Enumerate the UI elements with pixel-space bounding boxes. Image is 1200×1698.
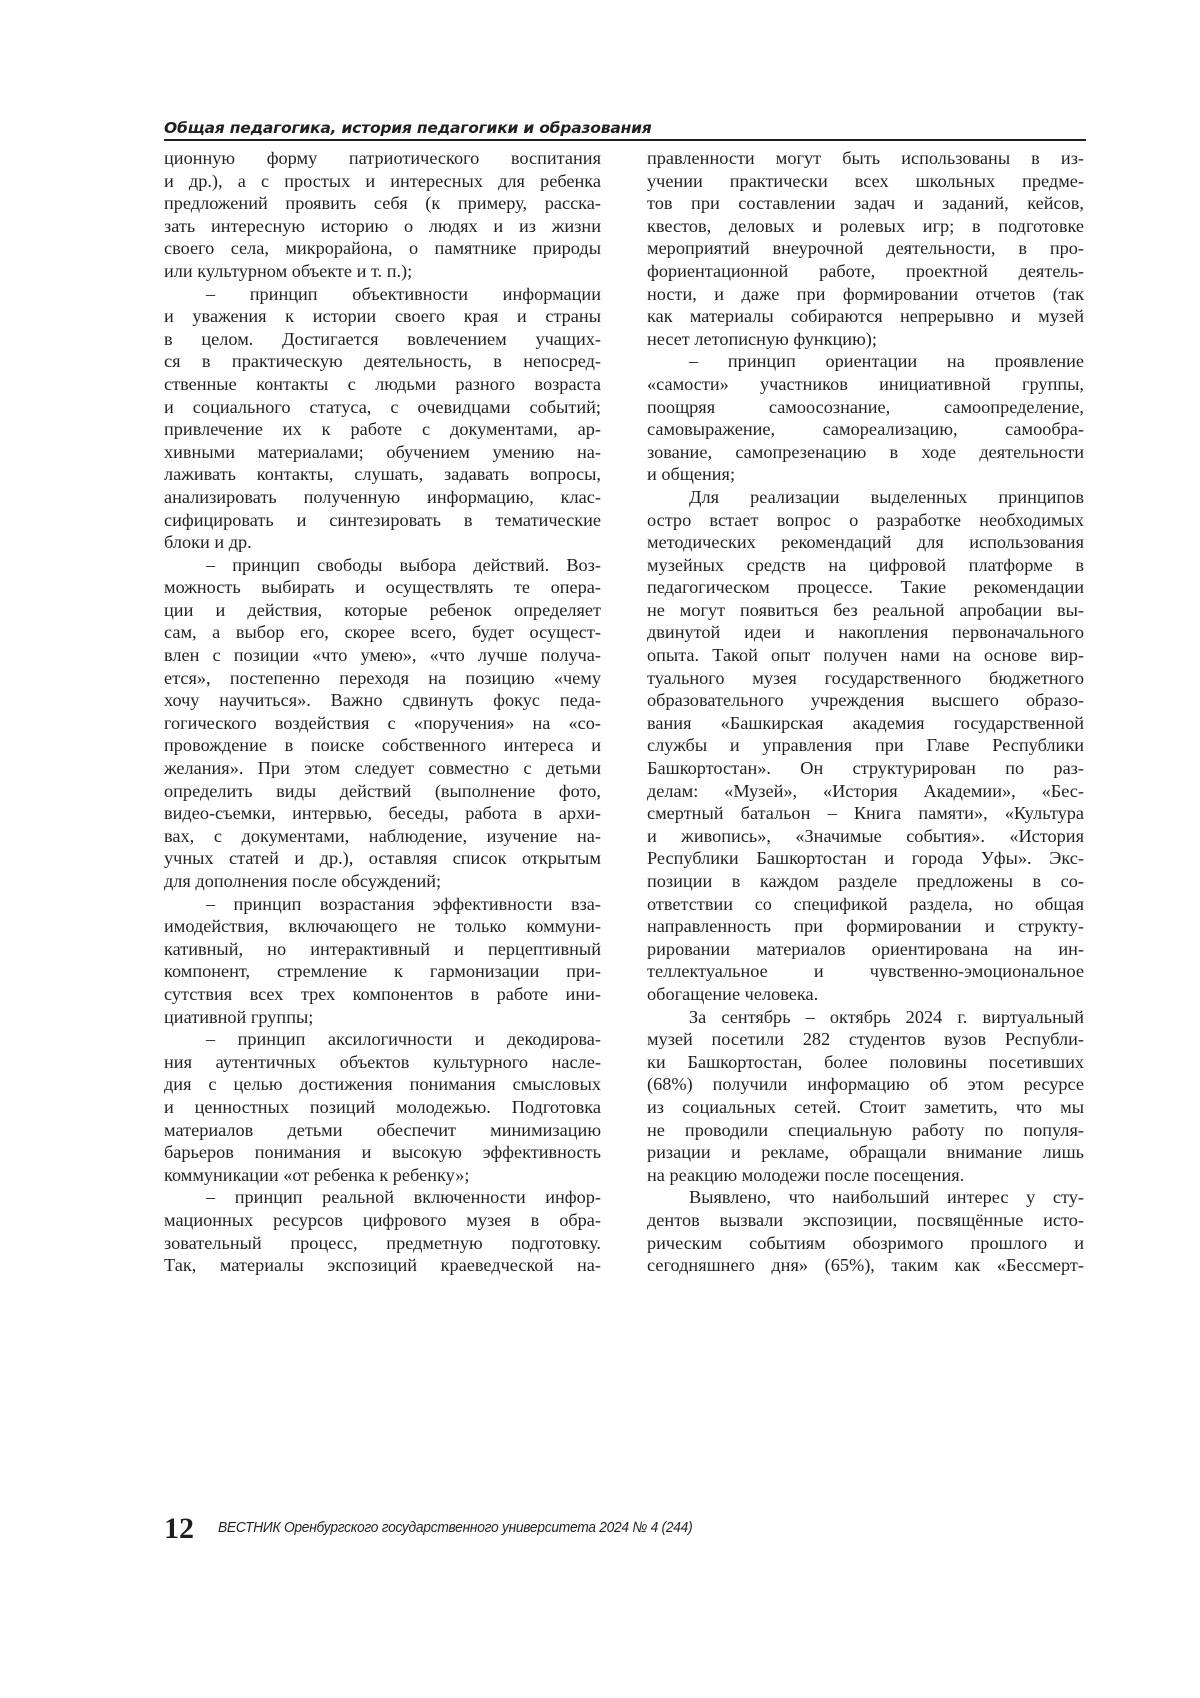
text-line: несет летописную функцию);	[647, 328, 877, 349]
text-line: рическим событиям обозримого прошлого и	[647, 1232, 1084, 1253]
text-line: зать интересную историю о людях и из жизни	[164, 215, 601, 236]
text-line: методических рекомендаций для использования	[647, 532, 1084, 553]
text-line: Башкортостан». Он структурирован по раз-	[647, 758, 1084, 779]
text-line: и др.), а с простых и интересных для ребенка	[164, 170, 601, 191]
text-line: материалов детьми обеспечит минимизацию	[164, 1119, 601, 1140]
text-line: ся в практическую деятельность, в непосред-	[164, 351, 601, 372]
text-line: педагогическом процессе. Такие рекомендации	[647, 577, 1084, 598]
text-line: на реакцию молодежи после посещения.	[647, 1164, 965, 1185]
journal-footer: ВЕСТНИК Оренбургского государственного университета 2024 № 4 (244)	[218, 1519, 693, 1536]
text-line: из социальных сетей. Стоит заметить, что мы	[647, 1096, 1084, 1117]
text-line: желания». При этом следует совместно с детьми	[164, 758, 601, 779]
text-line: туального музея государственного бюджетного	[647, 667, 1084, 688]
text-line: ния аутентичных объектов культурного насле-	[164, 1051, 601, 1072]
text-line: предложений проявить себя (к примеру, расска-	[164, 193, 601, 214]
text-line: делам: «Музей», «История Академии», «Бес-	[647, 780, 1084, 801]
left-column	[164, 147, 601, 1277]
text-line: зование, самопрезенацию в ходе деятельности	[647, 441, 1084, 462]
text-line: За сентябрь – октябрь 2024 г. виртуальный	[689, 1006, 1084, 1027]
text-line: мационных ресурсов цифрового музея в обра-	[164, 1209, 601, 1230]
text-line: поощряя самоосознание, самоопределение,	[647, 396, 1084, 417]
page-number: 12	[164, 1512, 194, 1545]
text-line: службы и управления при Главе Республики	[647, 735, 1084, 756]
text-line: – принцип ориентации на проявление	[689, 351, 1084, 372]
text-line: обогащение человека.	[647, 983, 819, 1004]
text-line: гогического воздействия с «поручения» на «со-	[164, 712, 601, 733]
text-line: и уважения к истории своего края и страны	[164, 306, 601, 327]
text-line: видео-съемки, интервью, беседы, работа в архи-	[164, 803, 601, 824]
text-line: ственные контакты с людьми разного возраста	[164, 373, 601, 394]
text-line: своего села, микрорайона, о памятнике природы	[164, 238, 601, 259]
text-line: позиции в каждом разделе предложены в со-	[647, 871, 1084, 891]
text-line: не проводили специальную работу по популя-	[647, 1119, 1084, 1140]
text-line: самовыражение, самореализацию, самообра-	[647, 419, 1084, 440]
text-line: циативной группы;	[164, 1006, 314, 1027]
text-line: компонент, стремление к гармонизации при-	[164, 961, 601, 982]
text-line: определить виды действий (выполнение фото,	[164, 780, 601, 801]
text-line: фориентационной работе, проектной деятель-	[647, 260, 1084, 281]
text-line: как материалы собираются непрерывно и музей	[647, 306, 1084, 327]
text-line: хивными материалами; обучением умению на-	[164, 441, 601, 462]
text-line: (68%) получили информацию об этом ресурсе	[647, 1074, 1084, 1095]
text-line: двинутой идеи и накопления первоначального	[647, 622, 1084, 643]
text-line: сегодняшнего дня» (65%), таким как «Бессмерт-	[647, 1255, 1084, 1276]
text-line: имодействия, включающего не только коммуни-	[164, 916, 601, 937]
text-line: можность выбирать и осуществлять те опера-	[164, 577, 601, 598]
text-line: не могут появиться без реальной апробации вы-	[647, 599, 1084, 620]
text-line: влен с позиции «что умею», «что лучше получа-	[164, 645, 601, 666]
text-line: и живопись», «Значимые события». «История	[647, 825, 1084, 846]
text-line: и общения;	[647, 464, 736, 485]
text-line: Так, материалы экспозиций краеведческой на-	[164, 1255, 601, 1276]
text-line: ризации и рекламе, обращали внимание лишь	[647, 1142, 1084, 1163]
text-line: ется», постепенно переходя на позицию «чему	[164, 667, 601, 688]
text-line: квестов, деловых и ролевых игр; в подготовке	[647, 215, 1084, 236]
text-line: ответствии со спецификой раздела, но общая	[647, 893, 1084, 914]
text-line: направленность при формировании и структу-	[647, 916, 1084, 937]
text-line: рировании материалов ориентирована на ин-	[647, 938, 1084, 959]
text-line: музей посетили 282 студентов вузов Республи-	[647, 1029, 1084, 1050]
text-line: сутствия всех трех компонентов в работе ини-	[164, 983, 601, 1004]
text-line: и социального статуса, с очевидцами событий;	[164, 396, 601, 417]
text-line: провождение в поиске собственного интереса и	[164, 735, 601, 756]
text-line: правленности могут быть использованы в из-	[647, 148, 1084, 168]
text-line: – принцип свободы выбора действий. Воз-	[206, 554, 601, 575]
right-column	[647, 147, 1084, 1277]
text-line: мероприятий внеурочной деятельности, в про-	[647, 238, 1084, 259]
text-line: ности, и даже при формировании отчетов (так	[647, 283, 1084, 304]
text-line: анализировать полученную информацию, клас-	[164, 486, 601, 507]
text-line: ции и действия, которые ребенок определяет	[164, 599, 601, 620]
text-line: учных статей и др.), оставляя список открытым	[164, 848, 601, 869]
text-line: для дополнения после обсуждений;	[164, 871, 442, 891]
text-line: лаживать контакты, слушать, задавать вопросы,	[164, 464, 601, 485]
text-line: остро встает вопрос о разработке необходимых	[647, 509, 1084, 530]
text-line: сам, а выбор его, скорее всего, будет осущест-	[164, 622, 601, 643]
text-line: ки Башкортостан, более половины посетивших	[647, 1051, 1084, 1072]
text-line: хочу научиться». Важно сдвинуть фокус педа-	[164, 690, 601, 711]
text-line: и ценностных позиций молодежью. Подготовка	[164, 1096, 601, 1117]
text-line: – принцип аксилогичности и декодирова-	[206, 1029, 601, 1050]
text-line: музейных средств на цифровой платформе в	[647, 554, 1084, 575]
text-line: блоки и др.	[164, 532, 252, 553]
text-line: теллектуальное и чувственно-эмоциональное	[647, 961, 1084, 982]
text-line: в целом. Достигается вовлечением учащих-	[164, 328, 601, 349]
text-line: тов при составлении задач и заданий, кейсов,	[647, 193, 1084, 214]
text-line: «самости» участников инициативной группы,	[647, 373, 1084, 394]
section-header: Общая педагогика, история педагогики и образования	[164, 118, 1086, 141]
text-line: дия с целью достижения понимания смысловых	[164, 1074, 601, 1095]
text-line: – принцип возрастания эффективности вза-	[206, 893, 601, 914]
text-line: смертный батальон – Книга памяти», «Культура	[647, 803, 1084, 824]
text-line: – принцип объективности информации	[206, 283, 601, 304]
text-line: или культурном объекте и т. п.);	[164, 260, 413, 281]
text-line: барьеров понимания и высокую эффективность	[164, 1142, 601, 1163]
text-line: учении практически всех школьных предме-	[647, 170, 1084, 191]
text-line: опыта. Такой опыт получен нами на основе вир-	[647, 645, 1084, 666]
text-line: зовательный процесс, предметную подготовку.	[164, 1232, 601, 1253]
text-line: кативный, но интерактивный и перцептивный	[164, 938, 601, 959]
text-line: привлечение их к работе с документами, ар-	[164, 419, 601, 440]
text-line: вания «Башкирская академия государственной	[647, 712, 1084, 733]
text-line: Для реализации выделенных принципов	[689, 486, 1084, 507]
text-line: ционную форму патриотического воспитания	[164, 148, 601, 168]
text-line: Республики Башкортостан и города Уфы». Экс-	[647, 848, 1084, 869]
text-line: коммуникации «от ребенка к ребенку»;	[164, 1164, 470, 1185]
text-line: дентов вызвали экспозиции, посвящённые исто-	[647, 1209, 1084, 1230]
text-line: образовательного учреждения высшего образо-	[647, 690, 1084, 711]
text-line: Выявлено, что наибольший интерес у сту-	[689, 1187, 1084, 1208]
text-line: сифицировать и синтезировать в тематические	[164, 509, 601, 530]
text-line: вах, с документами, наблюдение, изучение на-	[164, 825, 601, 846]
text-line: – принцип реальной включенности инфор-	[206, 1187, 601, 1208]
